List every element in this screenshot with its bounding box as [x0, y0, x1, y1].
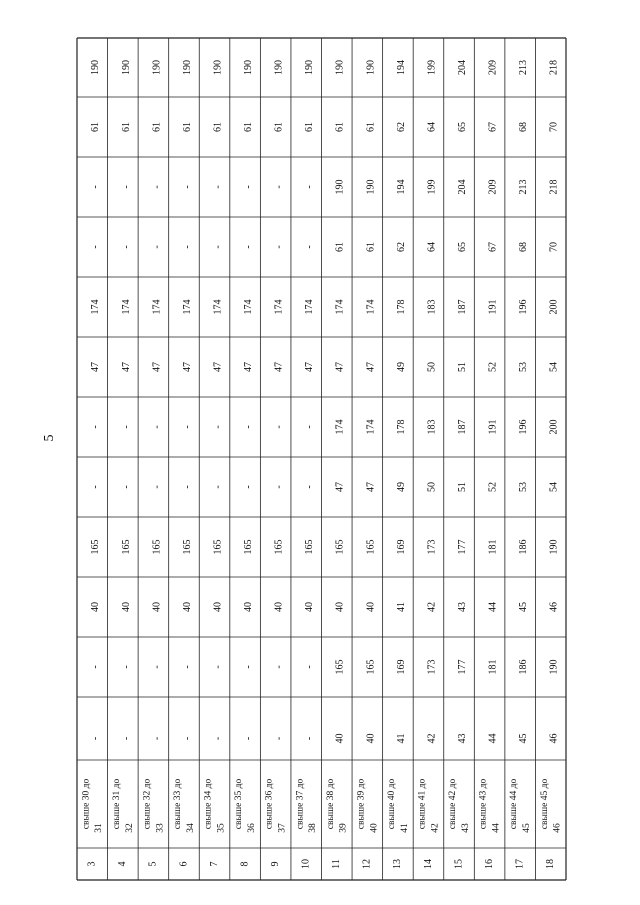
row-number: 14: [422, 859, 434, 869]
table-cell: 218: [548, 60, 560, 75]
table-cell: 187: [456, 419, 468, 435]
table-cell: 40: [365, 602, 377, 612]
table-cell: 40: [273, 602, 285, 612]
table-cell: 64: [426, 122, 438, 132]
table-cell: -: [273, 425, 285, 429]
table-cell: -: [151, 425, 163, 429]
table-cell: -: [181, 245, 193, 249]
table-cell: -: [273, 736, 285, 741]
table-cell: 68: [518, 242, 530, 252]
table-cell: 64: [426, 242, 438, 252]
table-cell: 173: [426, 539, 438, 555]
table-cell: -: [151, 736, 163, 741]
row-range-label: свыше 38 до: [325, 778, 336, 830]
table-cell: 174: [334, 419, 346, 435]
row-range-label: свыше 36 до: [264, 778, 275, 830]
table-cell: 165: [151, 539, 163, 555]
table-cell: 62: [395, 122, 407, 132]
table-cell: 190: [273, 60, 285, 75]
table-cell: -: [120, 736, 132, 741]
table-cell: 183: [426, 419, 438, 435]
table-cell: -: [90, 665, 102, 669]
table-cell: -: [273, 185, 285, 189]
table-cell: 40: [90, 602, 102, 612]
table-cell: -: [243, 425, 255, 429]
table-cell: 190: [181, 60, 193, 75]
table-cell: 40: [151, 602, 163, 612]
table-cell: 187: [456, 299, 468, 315]
table-cell: 165: [243, 539, 255, 555]
table-cell: 47: [365, 482, 377, 492]
table-cell: 183: [426, 299, 438, 315]
table-cell: 68: [518, 122, 530, 132]
table-cell: 190: [365, 60, 377, 75]
row-range-label: свыше 34 до: [203, 778, 214, 830]
table-cell: 209: [487, 179, 499, 195]
table-cell: 165: [334, 539, 346, 555]
page-number: 5: [42, 434, 57, 442]
table-cell: -: [304, 665, 316, 669]
table-cell: -: [243, 245, 255, 249]
table-cell: -: [304, 185, 316, 189]
table-cell: -: [243, 665, 255, 669]
table-cell: 42: [426, 733, 438, 744]
row-number: 9: [269, 861, 281, 867]
table-cell: -: [212, 185, 224, 189]
row-range-label: 42: [430, 823, 441, 833]
row-number: 3: [86, 861, 98, 867]
table-cell: 41: [395, 602, 407, 612]
table-cell: 61: [243, 122, 255, 132]
table-cell: 165: [273, 539, 285, 555]
table-cell: 186: [518, 659, 530, 675]
table-cell: 61: [120, 122, 132, 132]
row-range-label: свыше 42 до: [448, 778, 459, 830]
table-cell: 218: [548, 179, 560, 195]
table-cell: 51: [456, 482, 468, 492]
row-range-label: свыше 40 до: [386, 778, 397, 830]
table-cell: 67: [487, 242, 499, 252]
table-cell: 190: [334, 60, 346, 75]
table-cell: 177: [456, 539, 468, 555]
table-cell: -: [304, 425, 316, 429]
table-cell: 174: [365, 299, 377, 315]
table-cell: 46: [548, 602, 560, 612]
row-number: 13: [392, 859, 404, 869]
row-range-label: 43: [460, 823, 471, 833]
table-cell: 200: [548, 419, 560, 435]
table-cell: 40: [334, 602, 346, 612]
table-cell: 44: [487, 733, 499, 744]
table-cell: 213: [518, 179, 530, 195]
row-number: 6: [178, 861, 190, 867]
table-cell: 181: [487, 659, 499, 675]
table-cell: 65: [456, 122, 468, 132]
table-cell: -: [181, 665, 193, 669]
table-cell: 190: [548, 659, 560, 675]
table-cell: 40: [365, 733, 377, 744]
table-cell: 47: [334, 362, 346, 372]
table-cell: 47: [212, 362, 224, 372]
table-cell: 70: [548, 242, 560, 252]
table-cell: 178: [395, 419, 407, 435]
table-cell: 174: [181, 299, 193, 315]
table-cell: -: [151, 185, 163, 189]
table-cell: 199: [426, 60, 438, 75]
table-cell: -: [181, 485, 193, 489]
table-cell: 174: [212, 299, 224, 315]
table-cell: 51: [456, 362, 468, 372]
table-cell: -: [243, 736, 255, 741]
table-cell: 47: [334, 482, 346, 492]
table-cell: 49: [395, 362, 407, 372]
table-cell: 40: [212, 602, 224, 612]
row-range-label: свыше 37 до: [295, 778, 306, 830]
table-cell: 165: [365, 539, 377, 555]
table-cell: 44: [487, 602, 499, 612]
table-cell: 54: [548, 482, 560, 492]
row-range-label: 35: [216, 823, 227, 833]
table-cell: 174: [304, 299, 316, 315]
table-cell: 50: [426, 482, 438, 492]
table-cell: -: [120, 185, 132, 189]
table-cell: 174: [120, 299, 132, 315]
row-number: 17: [514, 859, 526, 869]
table-cell: 165: [181, 539, 193, 555]
row-number: 10: [300, 859, 312, 869]
table-cell: -: [212, 665, 224, 669]
table-cell: 53: [518, 482, 530, 492]
row-range-label: 41: [399, 823, 410, 833]
row-range-label: свыше 32 до: [142, 778, 153, 830]
table-cell: -: [181, 736, 193, 741]
row-range-label: свыше 43 до: [478, 778, 489, 830]
table-cell: 190: [151, 60, 163, 75]
row-range-label: свыше 45 до: [539, 778, 550, 830]
table-cell: 165: [212, 539, 224, 555]
table-cell: 53: [518, 362, 530, 372]
table-cell: 47: [243, 362, 255, 372]
row-number: 11: [331, 859, 343, 869]
row-range-label: 40: [369, 823, 380, 833]
table-cell: 47: [120, 362, 132, 372]
table-cell: -: [181, 185, 193, 189]
row-number: 16: [483, 859, 495, 869]
table-cell: 204: [456, 179, 468, 195]
row-range-label: 44: [491, 823, 502, 833]
table-cell: -: [151, 665, 163, 669]
table-cell: 173: [426, 659, 438, 675]
table-cell: -: [212, 736, 224, 741]
table-cell: 177: [456, 659, 468, 675]
table-cell: 40: [243, 602, 255, 612]
table-cell: 165: [365, 659, 377, 675]
row-range-label: свыше 39 до: [356, 778, 367, 830]
table-cell: 174: [243, 299, 255, 315]
table-cell: 52: [487, 482, 499, 492]
row-range-label: 32: [124, 823, 135, 833]
table-cell: 61: [365, 242, 377, 252]
table-cell: 191: [487, 419, 499, 435]
row-range-label: 38: [308, 823, 319, 833]
row-range-label: свыше 35 до: [234, 778, 245, 830]
table-cell: 65: [456, 242, 468, 252]
table-cell: 204: [456, 60, 468, 75]
table-cell: 52: [487, 362, 499, 372]
table-cell: -: [120, 425, 132, 429]
table-cell: 174: [273, 299, 285, 315]
table-cell: 174: [90, 299, 102, 315]
table-cell: 191: [487, 299, 499, 315]
row-number: 8: [239, 861, 251, 867]
row-range-label: 34: [185, 823, 196, 833]
table-cell: -: [120, 665, 132, 669]
row-range-label: 46: [552, 823, 563, 833]
table-cell: -: [181, 425, 193, 429]
table-cell: 190: [212, 60, 224, 75]
table-cell: 181: [487, 539, 499, 555]
table-cell: -: [273, 485, 285, 489]
table-cell: 200: [548, 299, 560, 315]
table-cell: 61: [334, 122, 346, 132]
table-cell: -: [90, 736, 102, 741]
table-cell: 49: [395, 482, 407, 492]
table-cell: -: [273, 665, 285, 669]
table-cell: 62: [395, 242, 407, 252]
row-range-label: свыше 44 до: [509, 778, 520, 830]
row-range-label: 33: [155, 823, 166, 833]
table-cell: 45: [518, 602, 530, 612]
table-cell: 42: [426, 602, 438, 612]
table-cell: 40: [181, 602, 193, 612]
table-cell: 190: [120, 60, 132, 75]
table-cell: -: [151, 245, 163, 249]
table-cell: 41: [395, 733, 407, 744]
table-cell: -: [304, 245, 316, 249]
row-number: 15: [453, 859, 465, 869]
table-cell: 194: [395, 179, 407, 195]
table-cell: 190: [365, 179, 377, 195]
table-cell: 196: [518, 299, 530, 315]
row-number: 4: [117, 861, 129, 867]
table-cell: 190: [243, 60, 255, 75]
table-cell: 169: [395, 539, 407, 555]
table-cell: 61: [365, 122, 377, 132]
table-cell: 61: [304, 122, 316, 132]
table-cell: 199: [426, 179, 438, 195]
row-number: 5: [147, 861, 159, 867]
table-cell: -: [90, 185, 102, 189]
table-cell: 54: [548, 362, 560, 372]
table-cell: 209: [487, 60, 499, 75]
table-cell: 196: [518, 419, 530, 435]
table-cell: 47: [90, 362, 102, 372]
table-cell: 186: [518, 539, 530, 555]
table-cell: -: [90, 425, 102, 429]
table-cell: 178: [395, 299, 407, 315]
table-cell: 61: [212, 122, 224, 132]
table-cell: 70: [548, 122, 560, 132]
row-range-label: свыше 30 до: [81, 778, 92, 830]
table-cell: 194: [395, 60, 407, 75]
table-cell: 174: [365, 419, 377, 435]
table-cell: 50: [426, 362, 438, 372]
table-cell: 43: [456, 602, 468, 612]
table-cell: 47: [151, 362, 163, 372]
table-cell: -: [151, 485, 163, 489]
table-cell: -: [243, 185, 255, 189]
row-range-label: свыше 41 до: [417, 778, 428, 830]
table-cell: -: [90, 245, 102, 249]
row-range-label: 45: [522, 823, 533, 833]
table-cell: 165: [120, 539, 132, 555]
table-cell: 165: [334, 659, 346, 675]
table-cell: 46: [548, 733, 560, 744]
table-cell: 165: [90, 539, 102, 555]
table-cell: 67: [487, 122, 499, 132]
table-cell: 165: [304, 539, 316, 555]
table-cell: 61: [273, 122, 285, 132]
table-cell: 190: [90, 60, 102, 75]
table-cell: -: [304, 485, 316, 489]
table-cell: 61: [90, 122, 102, 132]
table-cell: 47: [273, 362, 285, 372]
table-cell: -: [212, 485, 224, 489]
table-cell: 190: [304, 60, 316, 75]
row-range-label: 36: [247, 823, 258, 833]
table-cell: 174: [151, 299, 163, 315]
row-range-label: свыше 31 до: [111, 778, 122, 830]
table-cell: 47: [304, 362, 316, 372]
table-cell: 190: [548, 539, 560, 555]
row-number: 12: [361, 859, 373, 869]
table-cell: 61: [334, 242, 346, 252]
row-number: 7: [208, 861, 220, 867]
table-cell: -: [273, 245, 285, 249]
table-cell: 40: [120, 602, 132, 612]
table-cell: 40: [334, 733, 346, 744]
table-cell: -: [90, 485, 102, 489]
table-cell: 61: [181, 122, 193, 132]
table-cell: 169: [395, 659, 407, 675]
table-cell: -: [304, 736, 316, 741]
row-range-label: 31: [94, 823, 105, 833]
table-cell: 190: [334, 179, 346, 195]
table-cell: -: [120, 485, 132, 489]
table-cell: 47: [181, 362, 193, 372]
row-range-label: 39: [338, 823, 349, 833]
table-cell: -: [212, 425, 224, 429]
table-cell: 47: [365, 362, 377, 372]
row-range-label: свыше 33 до: [173, 778, 184, 830]
row-range-label: 37: [277, 823, 288, 833]
table-cell: -: [120, 245, 132, 249]
table-cell: -: [212, 245, 224, 249]
row-number: 18: [545, 859, 557, 869]
table-cell: 213: [518, 60, 530, 75]
table-cell: 40: [304, 602, 316, 612]
table-cell: 61: [151, 122, 163, 132]
table-cell: 45: [518, 733, 530, 744]
table-cell: 174: [334, 299, 346, 315]
table-cell: 43: [456, 733, 468, 744]
table-cell: -: [243, 485, 255, 489]
